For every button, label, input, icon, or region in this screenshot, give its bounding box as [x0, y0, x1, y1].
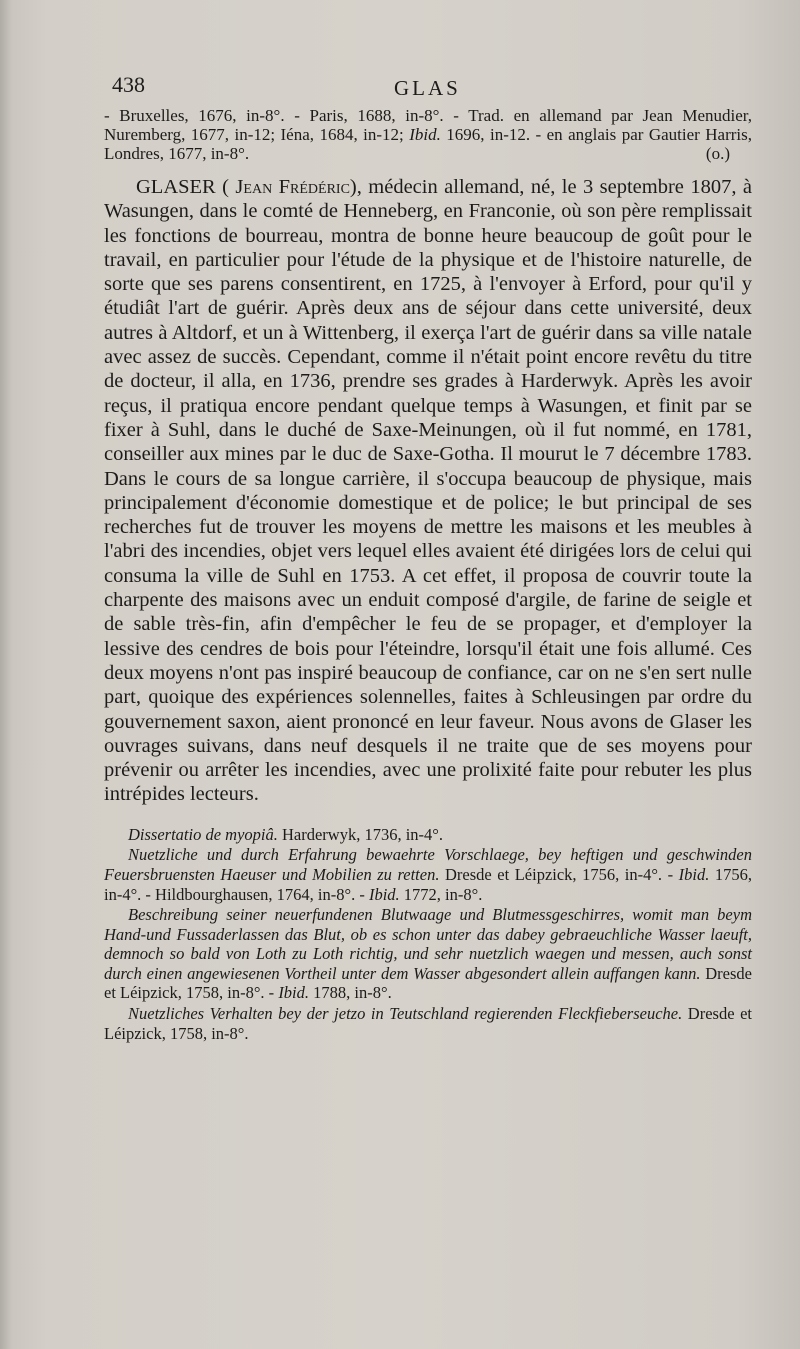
page-header — [104, 72, 752, 106]
previous-entry-continuation — [104, 106, 752, 163]
work-title: Nuetzliches Verhalten bey der jetzo in Teutschland regierenden Fleckfieberseuche. — [128, 1004, 683, 1024]
work-details: Dresde et Léipzick, 1758, in-8°. — [104, 1004, 752, 1043]
previous-entry-text: - Bruxelles, 1676, in-8°. - Paris, 1688, in-8°. - Trad. en allemand par Jean Menudier, Nuremberg, 1677, in-12; Iéna, 1684, in-12; — [104, 106, 752, 144]
article-body: , médecin allemand, né, le 3 septembre 1807, à Wasungen, dans le comté de Henneberg, en Franconie, où son père remplissait les fonctions de bourreau, montra de bonne heure beaucoup de goût pour le travail, en particulier pour l'étude de la physique et de l'histoire naturelle, de sorte que ses parens consentirent, en 1725, à l'envoyer à Erford, pour qu'il y étudiât l'art de guérir. Après deux ans de séjour dans cette université, deux autres à Altdorf, et un à Wittenberg, il exerça l'art de guérir dans sa ville natale avec assez de succès. Cependant, comme il n'était point encore revêtu du titre de docteur, il alla, en 1736, prendre ses grades à Harderwyk. Après les avoir reçus, il pratiqua encore pendant quelque temps à Wasungen, et finit par se fixer à Suhl, dans le duché de Saxe-Meinungen, où il fut nommé, en 1781, conseiller aux mines par le duc de Saxe-Gotha. Il mourut le 7 décembre 1783. Dans le cours de sa longue carrière, il s'occupa beaucoup de physique, mais principalement d'économie domestique et de police; le but principal de ses recherches fut de trouver les moyens de mettre les maisons et les meubles à l'abri des incendies, objet vers lequel elles avaient été dirigées lors de celui qui consuma la ville de Suhl en 1753. A cet effet, il proposa de couvrir toute la charpente des maisons avec un enduit composé d'argile, de farine de seigle et de sable très-fin, afin d'empêcher le feu de se propager, et d'employer la lessive des cendres de bois pour l'éteindre, lorsqu'il était une fois allumé. Ces deux moyens n'ont pas inspiré beaucoup de confiance, car on ne s'en sert nulle part, quoique des expériences solennelles, faites à Schleusingen par ordre du gouvernement saxon, aient prononcé en leur faveur. Nous avons de Glaser les ouvrages suivans, dans neuf desquels il ne traite que de ses moyens pour prévenir ou arrêter les incendies, avec une prolixité faite pour rebuter les plus intrépides lecteurs. — [104, 176, 752, 806]
work-details: 1756, in-4°. - Hildbourghausen, 1764, in-8°. - — [104, 864, 753, 904]
work-item — [104, 845, 752, 904]
author-signature: (o.) — [705, 144, 730, 163]
page-number: 438 — [112, 72, 145, 97]
work-details: Harderwyk, 1736, in-4°. — [277, 824, 444, 844]
work-title: Beschreibung seiner neuerfundenen Blutwaage und Blutmessgeschirres, womit man beym Hand-und Fussaderlassen das Blut, ob es schon unter das dabey gebraeuchliche Wasser laeuft, demnoch so bald von Loth zu Loth richtig, und sehr nuetzlich waegen und messen, auch sonst durch einen angewiesenen Vortheil unter dem Wasser abgesondert allein auffangen kann. — [104, 905, 752, 983]
works-list — [104, 825, 752, 1044]
previous-entry-ibid: Ibid. — [409, 125, 441, 144]
work-item — [104, 905, 752, 1003]
work-details: 1788, in-8°. — [309, 983, 392, 1003]
work-ibid: Ibid. — [368, 884, 400, 904]
running-head: GLAS — [394, 76, 461, 100]
work-item — [104, 825, 752, 845]
work-ibid: Ibid. — [278, 983, 310, 1003]
work-details: 1772, in-8°. — [399, 884, 483, 904]
page-edge-shadow — [0, 0, 12, 1349]
work-title: Dissertatio de myopiâ. — [128, 824, 278, 844]
article-name: ( Jean Frédéric) — [222, 176, 357, 198]
work-details: Dresde et Léipzick, 1756, in-4°. - — [439, 864, 679, 884]
work-title: Nuetzliche und durch Erfahrung bewaehrte Vorschlaege, bey heftigen und geschwinden Feuersbruensten Haeuser und Mobilien zu retten. — [104, 845, 752, 884]
work-ibid: Ibid. — [678, 864, 710, 884]
work-item — [104, 1004, 752, 1043]
previous-entry-text-after: 1696, in-12. - en anglais par Gautier Harris, Londres, 1677, in-8°. — [104, 125, 752, 163]
biography-article — [104, 175, 752, 807]
article-headword: GLASER — [136, 176, 216, 198]
work-details: Dresde et Léipzick, 1758, in-8°. - — [104, 963, 752, 1003]
